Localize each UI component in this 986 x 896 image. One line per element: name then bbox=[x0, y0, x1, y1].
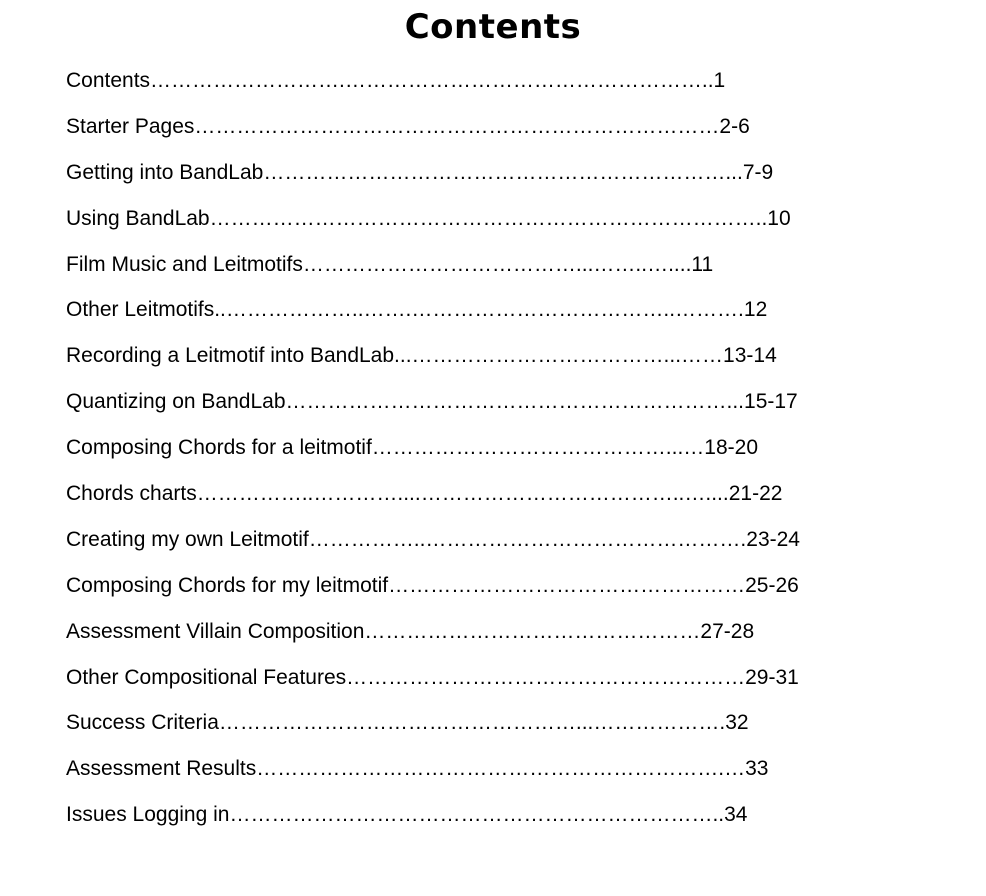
toc-entry-text: Success Criteria……………………………………………...……………….32 bbox=[66, 711, 749, 735]
toc-entry bbox=[66, 156, 800, 202]
toc-entry-text: Composing Chords for a leitmotif……………………………………...…18-20 bbox=[66, 436, 759, 460]
toc-entry bbox=[66, 706, 800, 752]
toc-entry bbox=[66, 293, 800, 339]
page-title: Contents bbox=[404, 7, 582, 47]
toc-entry-text: Creating my own Leitmotif……………..……………………………………….23-24 bbox=[66, 527, 800, 551]
toc-entry-text: Issues Logging in……………………………………………………………..34 bbox=[66, 803, 748, 827]
toc-entry-text: Other Leitmotifs..………………..…….………………………………..……….12 bbox=[66, 298, 768, 322]
toc-entry bbox=[66, 248, 800, 294]
toc-entry bbox=[66, 752, 800, 798]
toc-entry-text: Other Compositional Features…………………………………………………29-31 bbox=[66, 665, 799, 689]
toc-entry-text: Quantizing on BandLab………………………………………………………...15-17 bbox=[66, 390, 798, 414]
toc-entry-text: Assessment Villain Composition…………………………………………27-28 bbox=[66, 619, 755, 643]
toc-entry bbox=[66, 385, 800, 431]
toc-entry-text: Starter Pages…………………………………………………………………2-6 bbox=[66, 114, 750, 138]
toc-entry bbox=[66, 615, 800, 661]
toc-entry bbox=[66, 523, 800, 569]
toc-entry-text: Composing Chords for my leitmotif……………………………………………25-26 bbox=[66, 573, 799, 597]
toc-entry-text: Assessment Results………………………………………………………….…33 bbox=[66, 757, 769, 781]
toc-entry-text: Getting into BandLab…………………………………………………………...7-9 bbox=[66, 160, 774, 184]
toc-entry bbox=[66, 431, 800, 477]
toc-entry-text: Contents……………………….……………………………………………..1 bbox=[66, 69, 726, 92]
toc-entry-text: Recording a Leitmotif into BandLab...………………………………...……13-14 bbox=[66, 344, 777, 368]
toc-entry bbox=[66, 64, 800, 110]
toc-entry-text: Using BandLab……………………………………………………………………..10 bbox=[66, 206, 791, 230]
toc-entry bbox=[66, 661, 800, 707]
toc-entry bbox=[66, 202, 800, 248]
toc-entry bbox=[66, 339, 800, 385]
toc-entry-text: Film Music and Leitmotifs…………………………………...……..…....11 bbox=[66, 252, 714, 276]
toc-entry bbox=[66, 798, 800, 844]
table-of-contents bbox=[66, 64, 800, 844]
toc-entry-text: Chords charts……………..…………....………………………………..…....21-22 bbox=[66, 482, 783, 506]
toc-entry bbox=[66, 110, 800, 156]
toc-entry bbox=[66, 569, 800, 615]
toc-entry bbox=[66, 477, 800, 523]
